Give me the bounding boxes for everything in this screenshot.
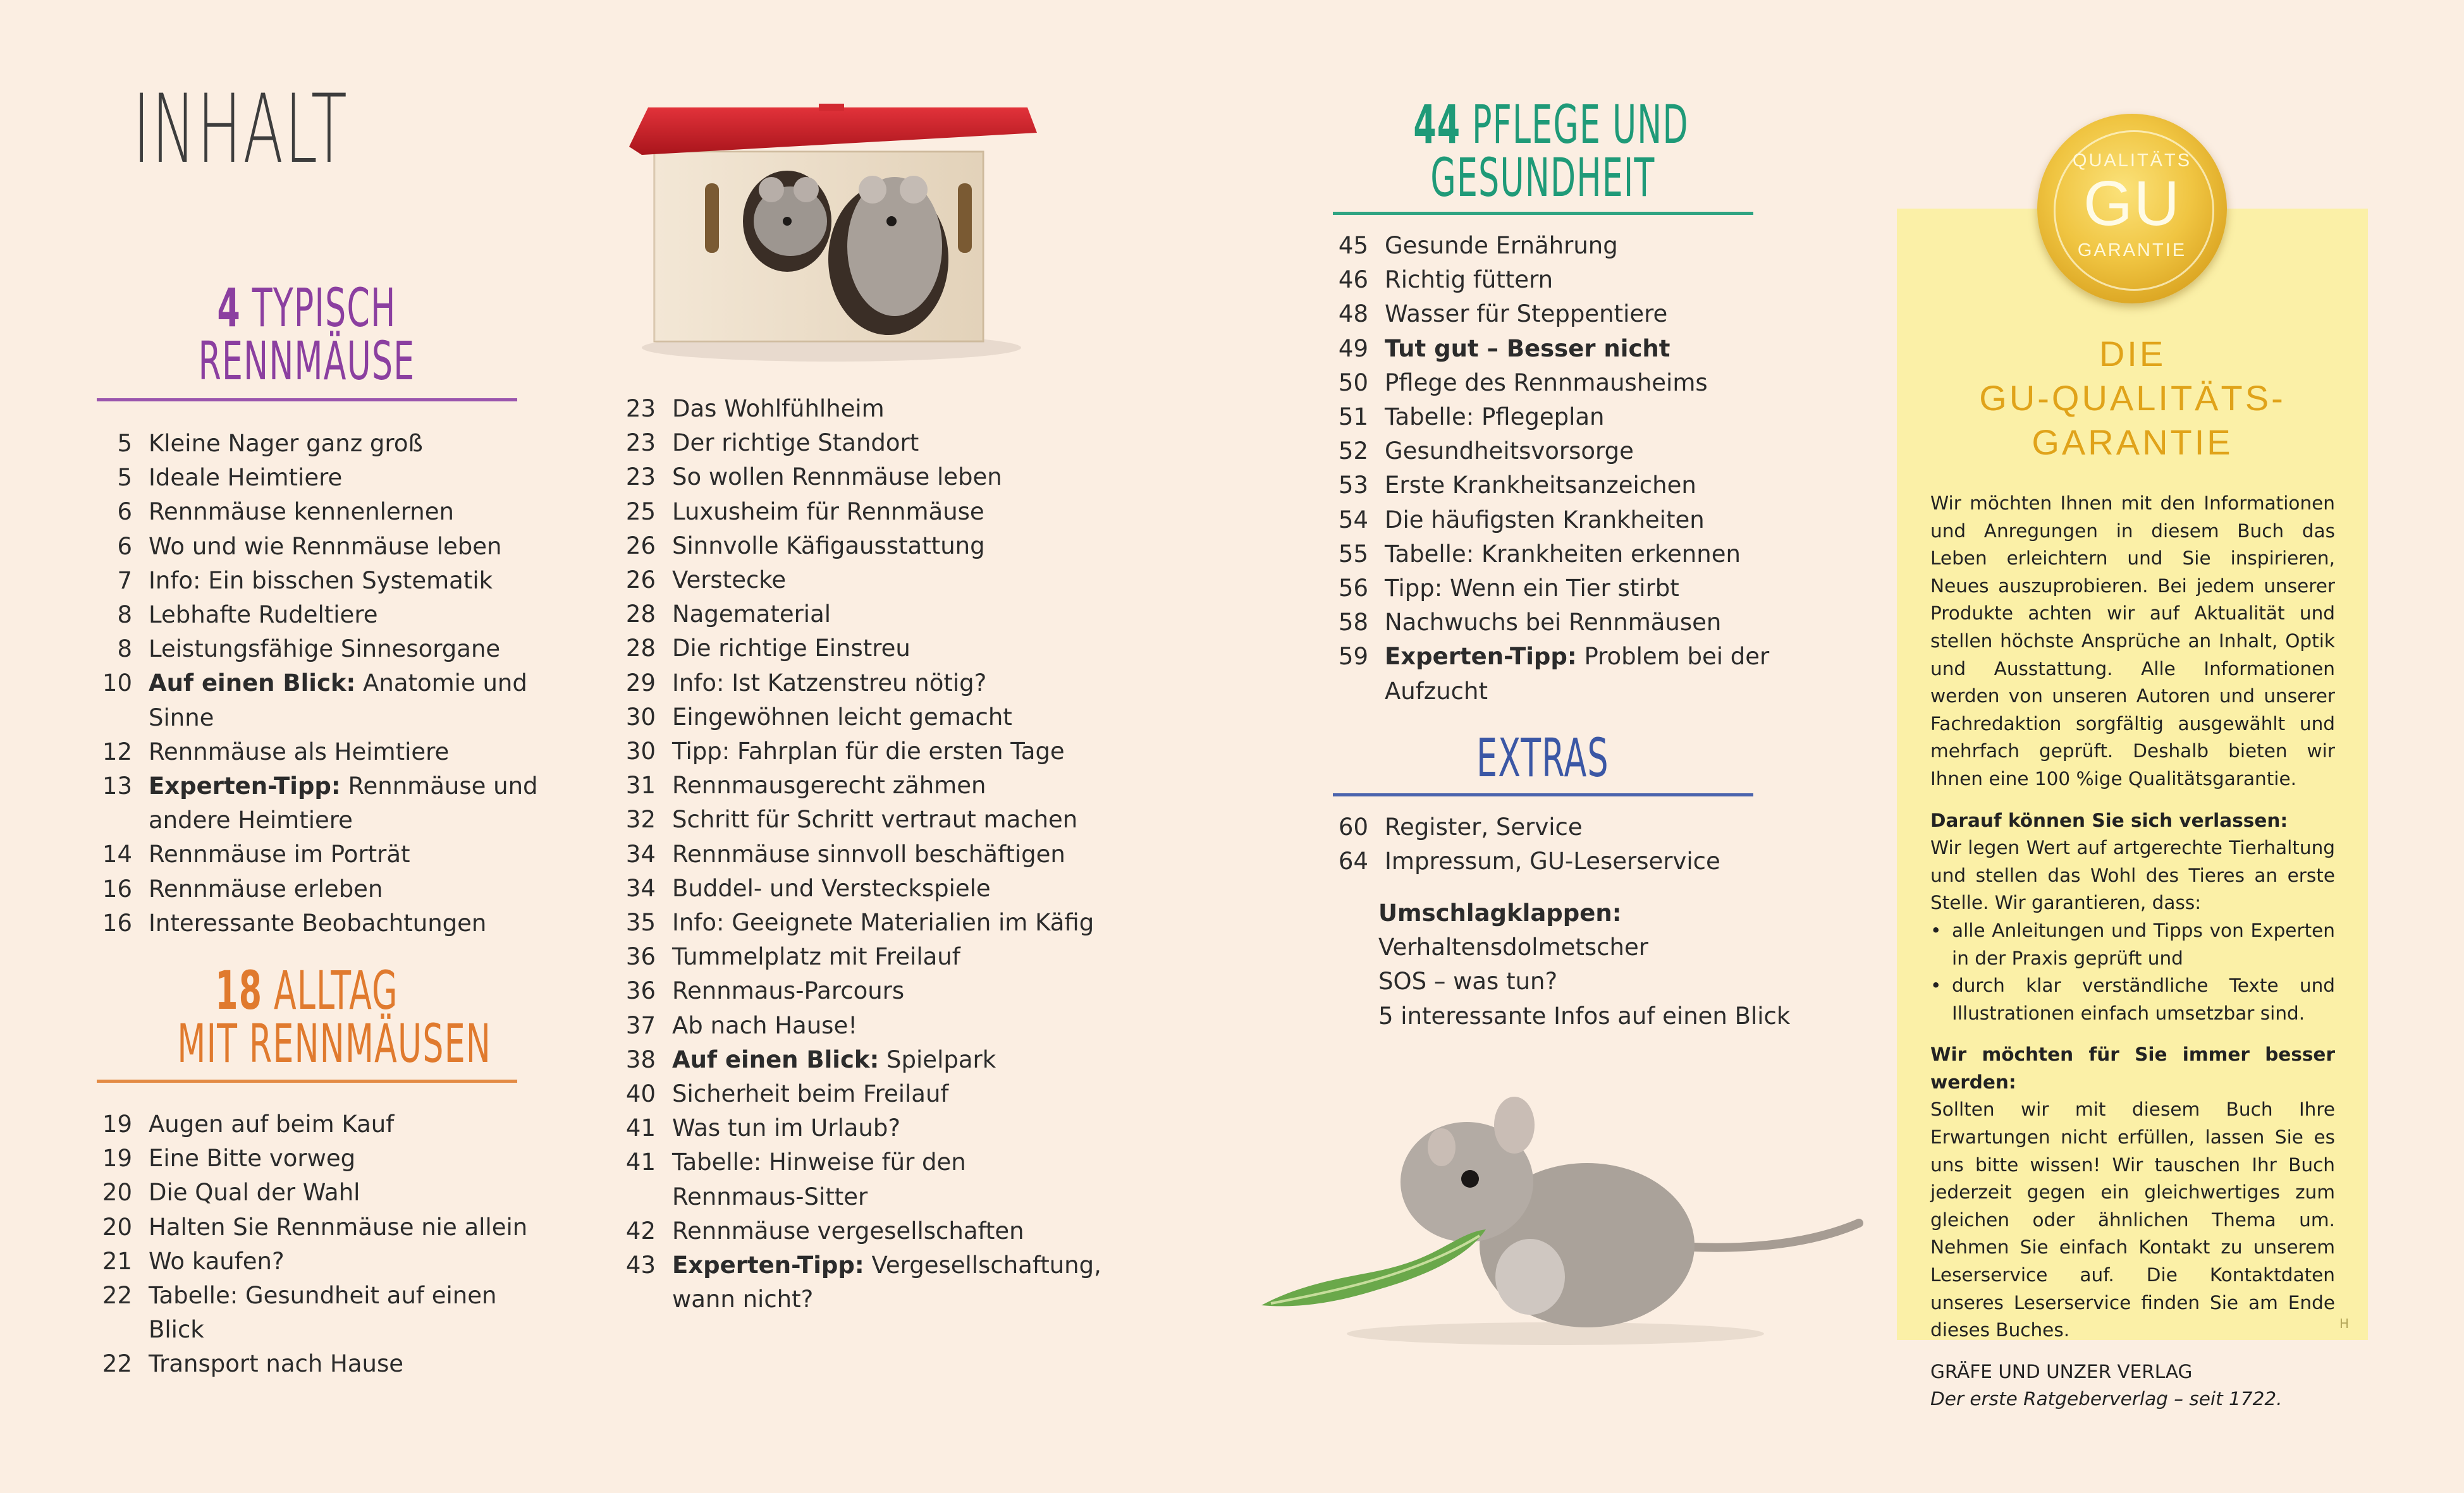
toc-entry-title: Die häufigsten Krankheiten xyxy=(1385,506,1705,533)
toc-entry-title: Interessante Beobachtungen xyxy=(149,909,487,937)
toc-entry-title: Sinnvolle Käfigausstattung xyxy=(672,532,985,559)
toc-page-number: 56 xyxy=(1338,575,1368,602)
toc-entry xyxy=(98,1347,553,1381)
toc-entry-title: Rennmäuse im Porträt xyxy=(149,841,410,868)
toc-entry xyxy=(98,769,553,838)
mouse-house-image xyxy=(623,95,1040,367)
toc-page-number: 45 xyxy=(1338,232,1368,259)
section-title-line1: PFLEGE UND xyxy=(1472,94,1689,155)
toc-entry-text xyxy=(149,872,553,906)
toc-entry-title: Tabelle: Pflegeplan xyxy=(1385,403,1605,431)
toc-page-number: 40 xyxy=(625,1080,656,1108)
toc-entry-title: Luxusheim für Rennmäuse xyxy=(672,497,984,525)
publisher-tagline: Der erste Ratgeberverlag – seit 1722. xyxy=(1930,1388,2283,1410)
toc-page-number: 19 xyxy=(102,1111,132,1138)
toc-page-number: 31 xyxy=(625,772,656,800)
toc-entry-title: Richtig füttern xyxy=(1385,266,1554,294)
toc-page-number: 8 xyxy=(117,601,132,629)
toc-entry-title: Tabelle: Hinweise für den Rennmaus-Sitter xyxy=(672,1149,966,1210)
gerbil-eating-image xyxy=(1258,1087,1865,1353)
toc-entry-title: Ab nach Hause! xyxy=(672,1011,858,1039)
guarantee-intro: Wir möchten Ihnen mit den Informationen und Anregungen in diesem Buch das Leben erleichtern und Sie inspirieren, Neues auszuprobieren. Bei jedem unserer Produkte achten wir auf Aktualität und stellen höchste Ansprüche an Inhalt, Optik und Ausstattung. Alle Informationen werden von unseren Autoren und unserer Fachredaktion sorgfältig ausgewählt und mehrfach geprüft. Deshalb bieten wir Ihnen eine 100 %ige Qualitätsgarantie. xyxy=(1930,492,2335,789)
toc-entry xyxy=(98,461,553,495)
toc-entry-title: Nagematerial xyxy=(672,600,831,628)
toc-entry-title: Buddel- und Versteckspiele xyxy=(672,874,991,902)
toc-entry xyxy=(1334,332,1827,366)
toc-entry xyxy=(98,1107,553,1142)
toc-entry-text xyxy=(1385,503,1827,537)
toc-page-number: 20 xyxy=(102,1213,132,1241)
toc-page-number: 58 xyxy=(1338,609,1368,637)
page-mark: H xyxy=(2339,1316,2350,1331)
toc-entry xyxy=(1334,537,1827,571)
toc-entry xyxy=(1334,844,1827,879)
toc-entry-text xyxy=(149,495,553,529)
toc-entry-title: Das Wohlfühlheim xyxy=(672,395,885,422)
toc-entry-title: Nachwuchs bei Rennmäusen xyxy=(1385,609,1722,637)
toc-page-number: 50 xyxy=(1338,369,1368,396)
toc-entry xyxy=(98,1245,553,1279)
toc-entry-text xyxy=(1385,434,1827,468)
toc-page-number: 29 xyxy=(625,669,656,697)
section-heading-extras xyxy=(1334,727,1751,789)
toc-entry-title: Erste Krankheitsanzeichen xyxy=(1385,472,1696,499)
toc-entry-title: Rennmäuse sinnvoll beschäftigen xyxy=(672,840,1065,868)
toc-entry-text xyxy=(672,495,1102,529)
toc-page-number: 6 xyxy=(117,532,132,560)
toc-page-number: 30 xyxy=(625,738,656,765)
toc-entry-text xyxy=(149,666,553,734)
toc-entry-text xyxy=(149,735,553,769)
toc-entry-text xyxy=(149,530,553,564)
toc-entry xyxy=(1334,468,1827,503)
toc-page-number: 51 xyxy=(1338,403,1368,431)
toc-entry-text xyxy=(149,1142,553,1176)
toc-entry-title: Rennmaus-Parcours xyxy=(672,977,905,1005)
toc-entry-text xyxy=(1385,606,1827,640)
toc-entry xyxy=(622,426,1102,460)
toc-entry-title: Tabelle: Krankheiten erkennen xyxy=(1385,540,1741,568)
toc-page-number: 55 xyxy=(1338,540,1368,568)
toc-entry-text xyxy=(672,1077,1102,1111)
toc-entry-title: Die richtige Einstreu xyxy=(672,635,910,662)
guarantee-title-line2: GU-QUALITÄTS- xyxy=(1979,378,2286,418)
toc-page-number: 41 xyxy=(625,1114,656,1142)
toc-entry-text xyxy=(672,631,1102,666)
toc-page-number: 46 xyxy=(1338,266,1368,294)
toc-entry xyxy=(622,974,1102,1008)
toc-entry-text xyxy=(149,1107,553,1142)
toc-entry xyxy=(622,563,1102,597)
toc-entry xyxy=(622,666,1102,700)
toc-entry-text xyxy=(672,940,1102,974)
toc-entry xyxy=(622,838,1102,872)
toc-entry-title: Eine Bitte vorweg xyxy=(149,1145,356,1173)
toc-entry-text xyxy=(672,460,1102,494)
toc-entry-text xyxy=(1385,400,1827,434)
toc-entry-title: Tummelplatz mit Freilauf xyxy=(672,943,960,971)
toc-entry-text xyxy=(1385,844,1827,879)
toc-page-number: 21 xyxy=(102,1247,132,1275)
toc-page-number: 26 xyxy=(625,532,656,559)
toc-entry-text xyxy=(672,974,1102,1008)
toc-page-number: 16 xyxy=(102,909,132,937)
toc-entry-text xyxy=(672,838,1102,872)
toc-entry-text xyxy=(149,1176,553,1210)
toc-page-number: 23 xyxy=(625,429,656,457)
toc-entry xyxy=(98,735,553,769)
toc-entry-title: Anatomie und Sinne xyxy=(149,669,527,731)
toc-entry-title: Sicherheit beim Freilauf xyxy=(672,1080,949,1108)
section-rule-alltag xyxy=(97,1080,517,1083)
toc-entry xyxy=(622,529,1102,563)
toc-entry xyxy=(622,906,1102,940)
toc-entry-title: Vergesellschaftung, wann nicht? xyxy=(672,1252,1101,1313)
toc-page-number: 34 xyxy=(625,840,656,868)
toc-page-number: 54 xyxy=(1338,506,1368,533)
toc-entry-label: Auf einen Blick: xyxy=(672,1045,880,1073)
toc-entry-text xyxy=(1385,468,1827,503)
guarantee-title-line3: GARANTIE xyxy=(2032,422,2233,462)
toc-entry-title: Spielpark xyxy=(879,1045,996,1073)
toc-entry xyxy=(622,1145,1102,1214)
section-number: 18 xyxy=(215,960,263,1021)
toc-entry-title: Was tun im Urlaub? xyxy=(672,1114,901,1142)
section-title: EXTRAS xyxy=(1476,727,1609,789)
toc-entry-text xyxy=(149,906,553,941)
toc-page-number: 28 xyxy=(625,635,656,662)
toc-entry-text xyxy=(672,392,1102,426)
toc-entry xyxy=(98,1142,553,1176)
toc-page-number: 23 xyxy=(625,463,656,491)
toc-entry-title: Tipp: Fahrplan für die ersten Tage xyxy=(672,738,1065,765)
toc-page-number: 5 xyxy=(117,430,132,457)
quality-badge xyxy=(2037,114,2227,303)
toc-page-number: 12 xyxy=(102,738,132,765)
toc-entry-label: Experten-Tipp: xyxy=(149,772,341,800)
toc-entry-text xyxy=(149,427,553,461)
toc-page-number: 23 xyxy=(625,395,656,422)
toc-entry xyxy=(98,564,553,598)
badge-logo-text: GU xyxy=(2083,168,2181,239)
toc-entry-title: Tabelle: Gesundheit auf einen Blick xyxy=(149,1282,497,1344)
cover-flaps-heading: Umschlagklappen: xyxy=(1378,899,1622,927)
toc-page-number: 5 xyxy=(117,464,132,492)
toc-entry-text xyxy=(1385,229,1827,263)
toc-page-number: 10 xyxy=(102,669,132,697)
toc-page-number: 64 xyxy=(1338,848,1368,875)
toc-entry-text xyxy=(149,598,553,632)
toc-entry-title: Tipp: Wenn ein Tier stirbt xyxy=(1385,575,1679,602)
toc-entry xyxy=(98,666,553,734)
guarantee-title-line1: DIE xyxy=(2099,334,2166,374)
toc-entry-text xyxy=(672,1111,1102,1145)
toc-entry-text xyxy=(672,1214,1102,1248)
toc-entry-title: Ideale Heimtiere xyxy=(149,464,343,492)
toc-entry-title: Eingewöhnen leicht gemacht xyxy=(672,703,1012,731)
toc-entry-text xyxy=(149,1347,553,1381)
section-number: 44 xyxy=(1413,94,1461,155)
publisher-name: GRÄFE UND UNZER VERLAG xyxy=(1930,1360,2193,1382)
toc-entry xyxy=(622,734,1102,769)
toc-entry-title: Rennmäuse kennenlernen xyxy=(149,498,454,526)
toc-entry-title: Rennmausgerecht zähmen xyxy=(672,772,986,800)
toc-page-number: 6 xyxy=(117,498,132,526)
toc-entry xyxy=(622,769,1102,803)
toc-entry-text xyxy=(149,461,553,495)
toc-page-number: 60 xyxy=(1338,814,1368,841)
toc-entry xyxy=(622,1077,1102,1111)
toc-entry-text xyxy=(672,563,1102,597)
toc-page-number: 30 xyxy=(625,703,656,731)
toc-entry xyxy=(98,495,553,529)
toc-entry xyxy=(1334,366,1827,400)
toc-list-extras xyxy=(1334,810,1827,879)
toc-entry xyxy=(1334,571,1827,606)
toc-page-number: 26 xyxy=(625,566,656,594)
toc-page-number: 36 xyxy=(625,977,656,1005)
toc-page-number: 43 xyxy=(625,1252,656,1279)
toc-entry xyxy=(1334,810,1827,844)
toc-entry-title: Rennmäuse als Heimtiere xyxy=(149,738,450,765)
toc-page-number: 14 xyxy=(102,841,132,868)
guarantee-title xyxy=(1897,332,2368,465)
toc-entry-text xyxy=(672,872,1102,906)
toc-entry-text xyxy=(149,1245,553,1279)
toc-entry xyxy=(622,1111,1102,1145)
toc-entry xyxy=(1334,229,1827,263)
toc-page-number: 16 xyxy=(102,875,132,903)
toc-page-number: 8 xyxy=(117,635,132,663)
toc-entry xyxy=(98,906,553,941)
cover-flaps-block xyxy=(1378,896,1821,1033)
toc-entry-text xyxy=(672,1043,1102,1077)
toc-entry xyxy=(1334,297,1827,331)
toc-entry-text xyxy=(672,700,1102,734)
guarantee-p3-heading: Wir möchten für Sie immer besser werden: xyxy=(1930,1044,2335,1093)
toc-entry-text xyxy=(149,769,553,838)
section-rule-extras xyxy=(1333,793,1753,796)
toc-entry-text xyxy=(1385,537,1827,571)
section-number: 4 xyxy=(217,277,242,339)
toc-page-number: 36 xyxy=(625,943,656,971)
toc-page-number: 20 xyxy=(102,1179,132,1207)
toc-page-number: 59 xyxy=(1338,643,1368,671)
section-rule-typisch xyxy=(97,398,517,401)
toc-page-number: 41 xyxy=(625,1149,656,1176)
toc-entry-title: Der richtige Standort xyxy=(672,429,919,457)
toc-entry-text xyxy=(149,632,553,666)
toc-page-number: 25 xyxy=(625,497,656,525)
badge-bottom-text: GARANTIE xyxy=(2077,240,2187,260)
toc-entry-text xyxy=(672,529,1102,563)
toc-page-number: 42 xyxy=(625,1217,656,1245)
section-title-line2: RENNMÄUSE xyxy=(198,330,415,392)
toc-entry-text xyxy=(1385,810,1827,844)
toc-entry-title: Verstecke xyxy=(672,566,787,594)
toc-page-number: 52 xyxy=(1338,437,1368,465)
toc-entry-label: Experten-Tipp: xyxy=(672,1252,864,1279)
section-heading-alltag xyxy=(98,960,515,1075)
toc-entry-title: Halten Sie Rennmäuse nie allein xyxy=(149,1213,528,1241)
toc-page-number: 7 xyxy=(117,566,132,594)
toc-entry xyxy=(98,1279,553,1347)
toc-entry-title: Gesundheitsvorsorge xyxy=(1385,437,1634,465)
toc-entry-text xyxy=(672,769,1102,803)
toc-entry xyxy=(622,1248,1102,1317)
toc-entry-title: Rennmäuse und andere Heimtiere xyxy=(149,772,538,834)
toc-entry xyxy=(1334,640,1827,708)
toc-entry-text xyxy=(672,597,1102,631)
toc-entry-text xyxy=(672,1145,1102,1214)
guarantee-text xyxy=(1930,490,2335,1413)
toc-page-number: 37 xyxy=(625,1011,656,1039)
toc-list-pflege xyxy=(1334,229,1827,709)
toc-entry-title: Info: Ein bisschen Systematik xyxy=(149,566,493,594)
toc-entry-title: Rennmäuse vergesellschaften xyxy=(672,1217,1024,1245)
guarantee-bullet: • durch klar verständliche Texte und Illustrationen einfach umsetzbar sind. xyxy=(1930,972,2335,1027)
toc-entry xyxy=(1334,606,1827,640)
toc-entry-title: Rennmäuse erleben xyxy=(149,875,383,903)
cover-flap-item: Verhaltensdolmetscher xyxy=(1378,934,1648,961)
toc-entry xyxy=(622,392,1102,426)
toc-entry xyxy=(1334,263,1827,297)
toc-entry-title: Kleine Nager ganz groß xyxy=(149,430,423,457)
toc-entry xyxy=(622,597,1102,631)
toc-page-number: 48 xyxy=(1338,300,1368,328)
cover-flap-item: 5 interessante Infos auf einen Blick xyxy=(1378,1002,1791,1030)
toc-entry-title: Impressum, GU-Leserservice xyxy=(1385,848,1720,875)
toc-entry-text xyxy=(672,906,1102,940)
toc-entry xyxy=(1334,400,1827,434)
toc-page-number: 49 xyxy=(1338,334,1368,362)
toc-entry xyxy=(622,460,1102,494)
toc-entry-label: Tut gut – Besser nicht xyxy=(1385,334,1670,362)
toc-entry-text xyxy=(149,1279,553,1347)
toc-entry-text xyxy=(1385,332,1827,366)
toc-entry-text xyxy=(1385,263,1827,297)
toc-page-number: 13 xyxy=(102,772,132,800)
toc-entry-text xyxy=(1385,571,1827,606)
toc-entry-text xyxy=(149,564,553,598)
badge-top-text: QUALITÄTS xyxy=(2072,150,2192,171)
section-title-line2: GESUNDHEIT xyxy=(1430,147,1655,209)
toc-entry-title: Leistungsfähige Sinnesorgane xyxy=(149,635,501,663)
toc-entry-title: Register, Service xyxy=(1385,814,1583,841)
toc-entry-title: Schritt für Schritt vertraut machen xyxy=(672,806,1078,834)
guarantee-p2-heading: Darauf können Sie sich verlassen: xyxy=(1930,809,2288,831)
page-title: INHALT xyxy=(133,75,349,185)
toc-entry xyxy=(98,530,553,564)
toc-entry-text xyxy=(1385,640,1827,708)
toc-entry-text xyxy=(672,734,1102,769)
toc-page-number: 35 xyxy=(625,909,656,937)
toc-entry xyxy=(622,803,1102,837)
toc-entry xyxy=(622,1214,1102,1248)
section-title-line1: TYPISCH xyxy=(252,277,396,339)
toc-entry xyxy=(622,872,1102,906)
toc-entry-title: Problem bei der Aufzucht xyxy=(1385,643,1770,705)
section-title-line2: MIT RENNMÄUSEN xyxy=(177,1013,492,1075)
toc-page-number: 28 xyxy=(625,600,656,628)
toc-list-wohlfuehl xyxy=(622,392,1102,1317)
cover-flap-item: SOS – was tun? xyxy=(1378,968,1558,996)
section-title-line1: ALLTAG xyxy=(273,960,398,1021)
toc-page-number: 19 xyxy=(102,1145,132,1173)
toc-entry-title: Die Qual der Wahl xyxy=(149,1179,360,1207)
toc-entry xyxy=(622,1043,1102,1077)
guarantee-bullet: • alle Anleitungen und Tipps von Experten in der Praxis geprüft und xyxy=(1930,917,2335,972)
toc-entry xyxy=(98,427,553,461)
section-heading-pflege xyxy=(1334,94,1751,209)
toc-entry xyxy=(98,1210,553,1245)
guarantee-p3-text: Sollten wir mit diesem Buch Ihre Erwartungen nicht erfüllen, lassen Sie es uns bitte wissen! Wir tauschen Ihr Buch jederzeit gegen ein gleichwertiges zum gleichen oder ähnlichen Thema um. Nehmen Sie einfach Kontakt zu unserem Leserservice auf. Die Kontaktdaten unseres Leserservice finden Sie am Ende dieses Buches. xyxy=(1930,1099,2335,1341)
section-heading-typisch xyxy=(98,277,515,392)
toc-entry-title: Transport nach Hause xyxy=(149,1350,404,1378)
toc-entry-title: Lebhafte Rudeltiere xyxy=(149,601,378,629)
toc-page-number: 34 xyxy=(625,874,656,902)
toc-entry-text xyxy=(149,838,553,872)
toc-entry-text xyxy=(672,426,1102,460)
toc-entry-text xyxy=(1385,297,1827,331)
toc-entry-title: Info: Ist Katzenstreu nötig? xyxy=(672,669,987,697)
toc-entry-text xyxy=(672,1248,1102,1317)
toc-entry-text xyxy=(1385,366,1827,400)
toc-entry-label: Experten-Tipp: xyxy=(1385,643,1577,671)
toc-entry xyxy=(98,632,553,666)
toc-list-alltag xyxy=(98,1107,553,1382)
toc-page-number: 22 xyxy=(102,1350,132,1378)
toc-entry-title: So wollen Rennmäuse leben xyxy=(672,463,1002,491)
toc-entry xyxy=(1334,434,1827,468)
toc-page-number: 22 xyxy=(102,1282,132,1310)
guarantee-p2-text: Wir legen Wert auf artgerechte Tierhaltung und stellen das Wohl des Tieres an erste Stelle. Wir garantieren, dass: xyxy=(1930,837,2335,914)
toc-entry-text xyxy=(672,666,1102,700)
toc-page-number: 38 xyxy=(625,1045,656,1073)
toc-entry-title: Pflege des Rennmausheims xyxy=(1385,369,1708,396)
toc-entry xyxy=(1334,503,1827,537)
toc-entry-title: Gesunde Ernährung xyxy=(1385,232,1618,259)
toc-page-number: 53 xyxy=(1338,472,1368,499)
toc-entry xyxy=(622,940,1102,974)
toc-entry-text xyxy=(672,1009,1102,1043)
toc-entry xyxy=(622,1009,1102,1043)
toc-entry xyxy=(98,838,553,872)
toc-entry-text xyxy=(672,803,1102,837)
toc-page-number: 32 xyxy=(625,806,656,834)
toc-entry-label: Auf einen Blick: xyxy=(149,669,356,697)
toc-entry xyxy=(622,700,1102,734)
toc-entry xyxy=(98,872,553,906)
toc-entry-title: Augen auf beim Kauf xyxy=(149,1111,395,1138)
toc-entry xyxy=(98,598,553,632)
section-rule-pflege xyxy=(1333,212,1753,215)
toc-entry-title: Info: Geeignete Materialien im Käfig xyxy=(672,909,1094,937)
toc-entry xyxy=(622,495,1102,529)
toc-list-typisch xyxy=(98,427,553,941)
toc-entry-title: Wo und wie Rennmäuse leben xyxy=(149,532,502,560)
toc-entry xyxy=(622,631,1102,666)
toc-entry-title: Wo kaufen? xyxy=(149,1247,285,1275)
toc-entry-text xyxy=(149,1210,553,1245)
toc-entry-title: Wasser für Steppentiere xyxy=(1385,300,1668,328)
toc-entry xyxy=(98,1176,553,1210)
